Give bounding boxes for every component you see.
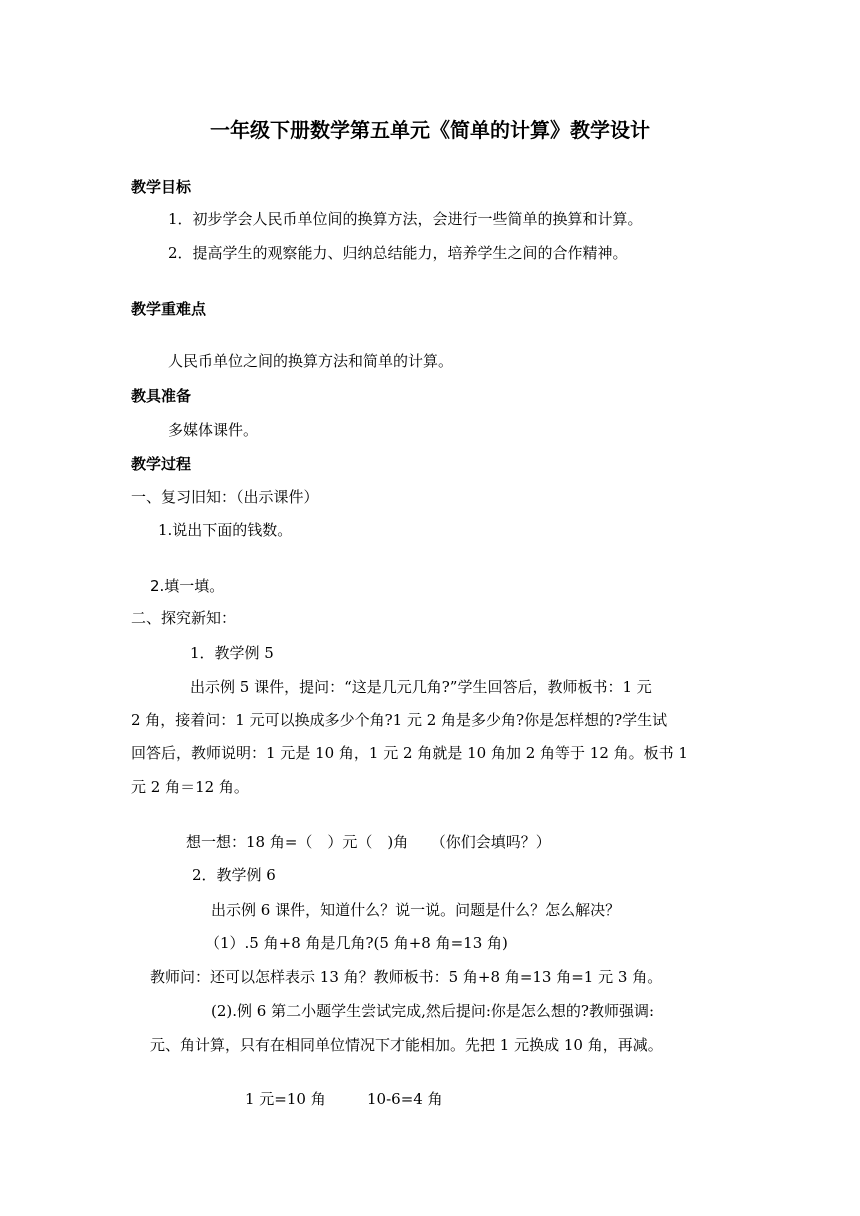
calc-subtraction: 10-6=4 角 — [367, 1090, 443, 1108]
example6-question-2-line-2: 元、角计算，只有在相同单位情况下才能相加。先把 1 元换成 10 角，再减。 — [150, 1036, 663, 1054]
example6-teacher-question: 教师问：还可以怎样表示 13 角？教师板书：5 角+8 角=13 角=1 元 3 角。 — [150, 968, 663, 986]
goal-item-1: 1．初步学会人民币单位间的换算方法，会进行一些简单的换算和计算。 — [168, 210, 643, 228]
review-item-2: 2.填一填。 — [150, 577, 225, 595]
goal-item-2: 2．提高学生的观察能力、归纳总结能力，培养学生之间的合作精神。 — [168, 244, 628, 262]
example6-question-2-line-1: (2).例 6 第二小题学生尝试完成,然后提问:你是怎么想的?教师强调: — [211, 1002, 655, 1020]
example5-title: 1．教学例 5 — [190, 644, 274, 662]
example5-line-2: 2 角，接着问：1 元可以换成多少个角?1 元 2 角是多少角?你是怎样想的?学生试 — [131, 711, 668, 729]
process-heading: 教学过程 — [131, 455, 192, 473]
example6-intro: 出示例 6 课件，知道什么？说一说。问题是什么？怎么解决？ — [211, 901, 621, 919]
example5-line-1: 出示例 5 课件，提问：“这是几元几角?”学生回答后，教师板书：1 元 — [190, 678, 652, 696]
example6-title: 2．教学例 6 — [192, 866, 276, 884]
example5-line-4: 元 2 角＝12 角。 — [131, 778, 249, 796]
key-points-text: 人民币单位之间的换算方法和简单的计算。 — [168, 352, 454, 370]
goals-heading: 教学目标 — [131, 178, 192, 196]
document-title: 一年级下册数学第五单元《简单的计算》教学设计 — [210, 118, 650, 142]
calc-conversion: 1 元=10 角 — [245, 1090, 326, 1108]
example5-line-3: 回答后，教师说明：1 元是 10 角，1 元 2 角就是 10 角加 2 角等于 12 角。板书 1 — [131, 744, 688, 762]
review-heading: 一、复习旧知：（出示课件） — [131, 488, 319, 506]
materials-text: 多媒体课件。 — [168, 421, 259, 439]
materials-heading: 教具准备 — [131, 387, 192, 405]
review-item-1: 1.说出下面的钱数。 — [158, 521, 293, 539]
think-prompt: 想一想：18 角=（ ）元（ )角 （你们会填吗？） — [186, 833, 551, 851]
explore-heading: 二、探究新知： — [131, 609, 237, 627]
example6-question-1: （1）.5 角+8 角是几角?(5 角+8 角=13 角) — [205, 934, 508, 952]
key-points-heading: 教学重难点 — [131, 300, 207, 318]
